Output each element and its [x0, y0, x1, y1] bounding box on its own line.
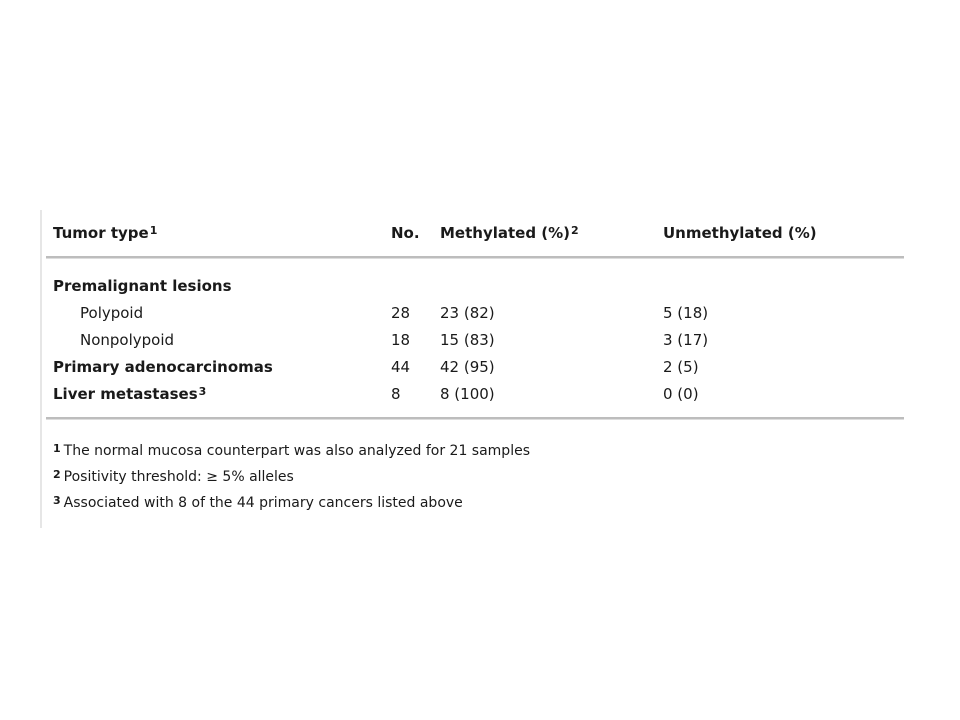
row-label: Primary adenocarcinomas: [53, 358, 273, 376]
footnote-mark: 3: [53, 494, 61, 507]
row-label-group: [53, 385, 206, 405]
row-label: Premalignant lesions: [53, 277, 232, 295]
row-label: Polypoid: [80, 304, 144, 322]
row-label: Liver metastases: [53, 385, 198, 403]
row-label: Nonpolypoid: [80, 331, 175, 349]
footnote-text: The normal mucosa counterpart was also analyzed for 21 samples: [63, 443, 530, 459]
footnote-text: Positivity threshold: ≥ 5% alleles: [63, 469, 294, 485]
header-no: No.: [391, 224, 420, 242]
header-methylated-footnote-ref: 2: [571, 224, 579, 237]
header-methylated: [440, 224, 579, 244]
row-methylated: 8 (100): [440, 385, 495, 403]
row-methylated: 42 (95): [440, 358, 495, 376]
header-tumor-type: [53, 224, 157, 244]
row-unmethylated: 5 (18): [663, 304, 709, 322]
header-tumor-type-label: Tumor type: [53, 224, 149, 242]
methylation-table: [40, 210, 908, 528]
header-methylated-label: Methylated (%): [440, 224, 571, 242]
footnote-mark: 1: [53, 442, 61, 455]
header-tumor-type-footnote-ref: 1: [149, 224, 158, 237]
header-divider: [46, 256, 904, 259]
header-unmethylated: Unmethylated (%): [663, 224, 817, 242]
row-no: 18: [391, 331, 411, 349]
row-no: 44: [391, 358, 411, 376]
row-label-footnote-ref: 3: [198, 385, 207, 398]
row-methylated: 23 (82): [440, 304, 495, 322]
footer-divider: [46, 417, 904, 420]
row-unmethylated: 3 (17): [663, 331, 709, 349]
row-methylated: 15 (83): [440, 331, 495, 349]
row-unmethylated: 0 (0): [663, 385, 699, 403]
row-no: 28: [391, 304, 411, 322]
row-unmethylated: 2 (5): [663, 358, 699, 376]
footnote-3: [53, 495, 463, 512]
footnote-mark: 2: [53, 468, 61, 481]
row-no: 8: [391, 385, 401, 403]
footnote-2: [53, 469, 294, 486]
footnote-text: Associated with 8 of the 44 primary cancers listed above: [63, 495, 463, 511]
footnote-1: [53, 443, 530, 460]
